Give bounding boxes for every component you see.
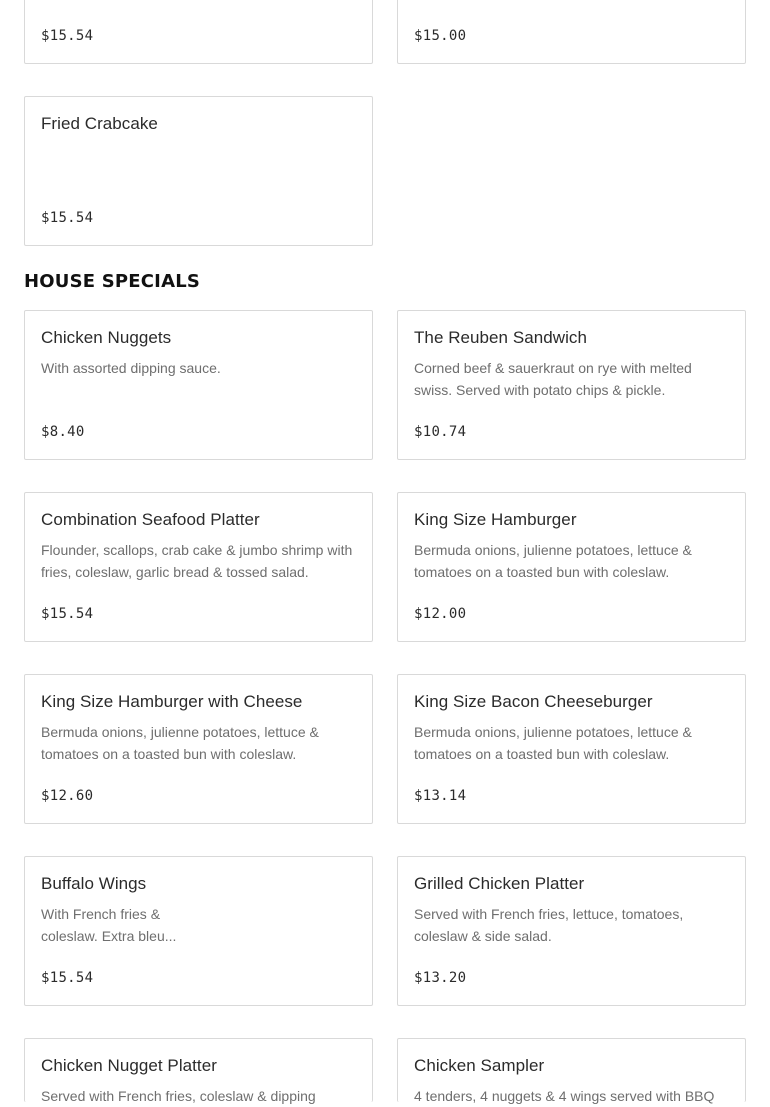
menu-item-card[interactable] (397, 1038, 746, 1102)
item-description: Corned beef & sauerkraut on rye with melted swiss. Served with potato chips & pickle. (414, 360, 692, 398)
item-description: With French fries & coleslaw. Extra bleu... (41, 906, 177, 944)
menu-item-card[interactable] (24, 674, 373, 824)
menu-item-card[interactable] (24, 492, 373, 642)
item-name: The Reuben Sandwich (414, 328, 587, 347)
item-name: Chicken Nugget Platter (41, 1056, 217, 1075)
menu-item-card[interactable] (24, 1038, 373, 1102)
item-description: Served with French fries, lettuce, tomatoes, coleslaw & side salad. (414, 906, 684, 944)
item-name: King Size Hamburger with Cheese (41, 692, 303, 711)
item-description: With assorted dipping sauce. (41, 360, 221, 376)
menu-item-card[interactable] (24, 96, 373, 246)
section-title: HOUSE SPECIALS (24, 271, 201, 292)
menu-item-card[interactable] (397, 492, 746, 642)
item-name: King Size Hamburger (414, 510, 577, 529)
menu-item-card[interactable] (397, 310, 746, 460)
menu-item-card[interactable] (397, 674, 746, 824)
item-price: $15.54 (41, 606, 94, 622)
item-name: Buffalo Wings (41, 874, 147, 893)
item-price: $15.00 (414, 28, 467, 44)
menu-item-card[interactable] (397, 0, 746, 64)
item-description: Bermuda onions, julienne potatoes, lettuce & tomatoes on a toasted bun with coleslaw. (414, 542, 692, 580)
item-price: $12.60 (41, 788, 94, 804)
item-price: $13.14 (414, 788, 467, 804)
item-description: 4 tenders, 4 nuggets & 4 wings served with BBQ (414, 1088, 715, 1104)
item-name: King Size Bacon Cheeseburger (414, 692, 653, 711)
item-name: Fried Crabcake (41, 114, 158, 133)
item-price: $15.54 (41, 210, 94, 226)
item-price: $8.40 (41, 424, 85, 440)
item-description: Bermuda onions, julienne potatoes, lettuce & tomatoes on a toasted bun with coleslaw. (41, 724, 319, 762)
menu-item-card[interactable] (24, 310, 373, 460)
item-price: $12.00 (414, 606, 467, 622)
item-name: Chicken Sampler (414, 1056, 545, 1075)
item-description: Served with French fries, coleslaw & dipping (41, 1088, 316, 1104)
item-name: Chicken Nuggets (41, 328, 172, 347)
item-description: Flounder, scallops, crab cake & jumbo shrimp with fries, coleslaw, garlic bread & tossed salad. (41, 542, 353, 580)
item-price: $10.74 (414, 424, 467, 440)
menu-item-card[interactable] (397, 856, 746, 1006)
item-price: $15.54 (41, 970, 94, 986)
item-name: Combination Seafood Platter (41, 510, 260, 529)
menu-item-card[interactable] (24, 0, 373, 64)
item-price: $13.20 (414, 970, 467, 986)
menu-item-card[interactable] (24, 856, 373, 1006)
item-name: Grilled Chicken Platter (414, 874, 585, 893)
item-price: $15.54 (41, 28, 94, 44)
item-description: Bermuda onions, julienne potatoes, lettuce & tomatoes on a toasted bun with coleslaw. (414, 724, 692, 762)
